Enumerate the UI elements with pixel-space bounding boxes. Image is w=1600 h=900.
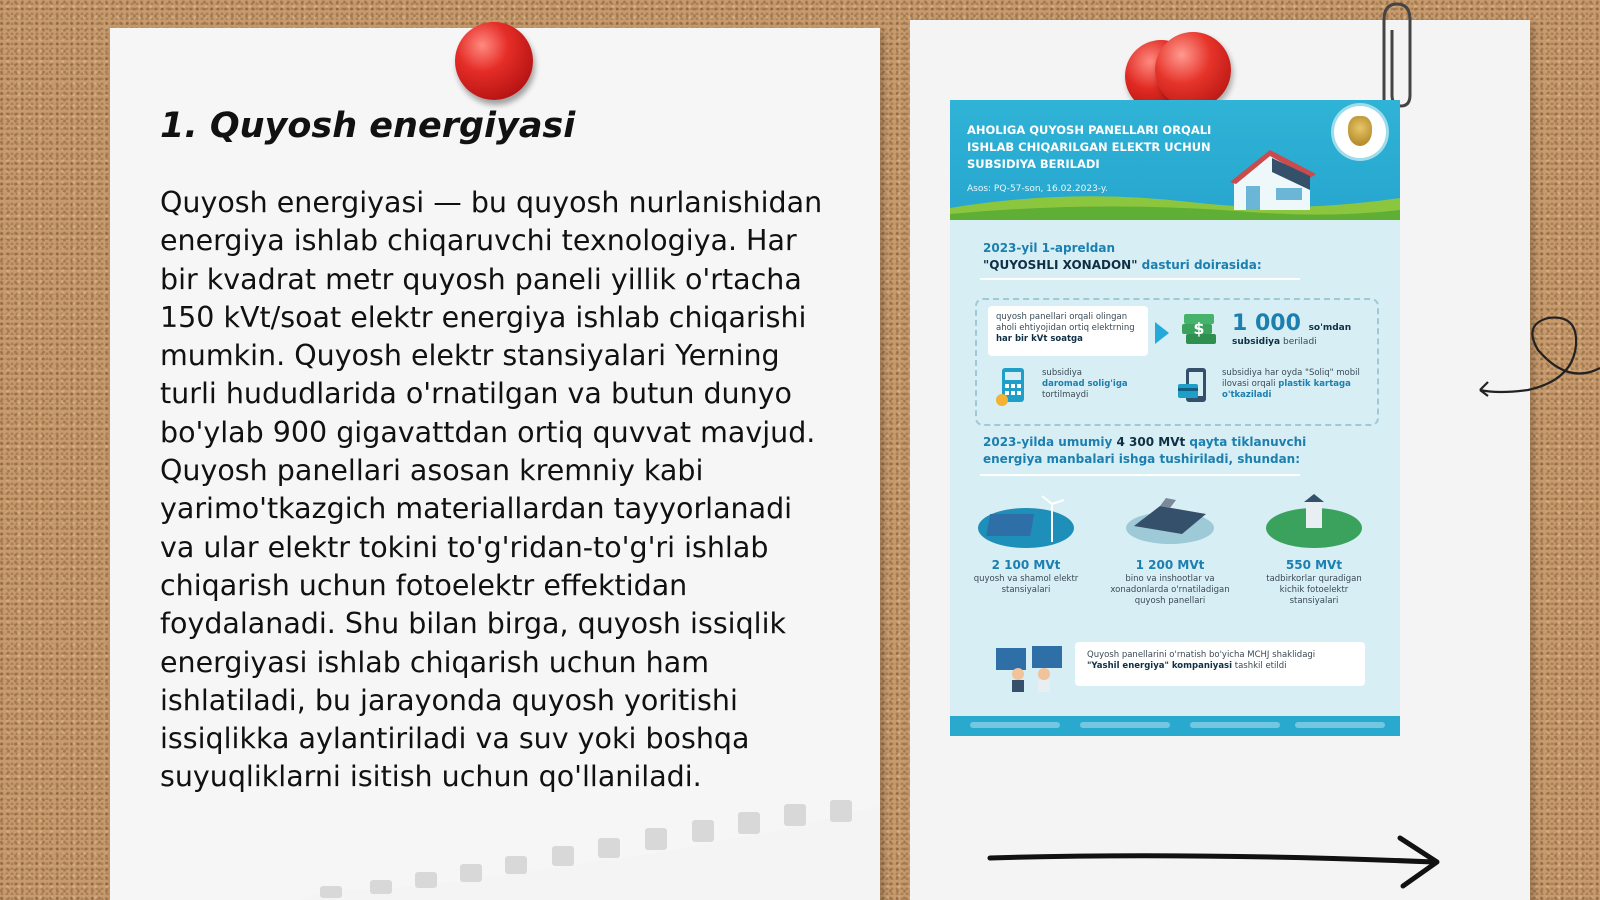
- company-note-card: [1075, 642, 1365, 686]
- subsidy-caption-bold: subsidiya: [1232, 337, 1281, 347]
- program-name: "QUYOSHLI XONADON": [983, 258, 1138, 272]
- tax-line1: subsidiya: [1042, 368, 1082, 378]
- infographic-header-title: AHOLIGA QUYOSH PANELLARI ORQALI ISHLAB CHIQARILGAN ELEKTR UCHUN SUBSIDIYA BERILADI: [967, 123, 1212, 171]
- section-title-capacity: [983, 434, 1306, 468]
- tax-bold: daromad solig'iga: [1042, 379, 1128, 389]
- doodle-loop-arrow-icon: [1478, 310, 1600, 410]
- monthly-transfer-note: [1222, 368, 1362, 401]
- small-solar-station-icon: [1264, 492, 1364, 552]
- stat-description: tadbirkorlar quradigan kichik fotoelektr stansiyalari: [1266, 574, 1362, 606]
- capacity-line2: energiya manbalari ishga tushiriladi, shundan:: [983, 452, 1301, 466]
- red-pushpin: [455, 22, 533, 100]
- subsidy-unit: so'mdan: [1308, 323, 1352, 333]
- svg-text:$: $: [1193, 319, 1205, 338]
- stat-description: bino va inshootlar va xonadonlarda o'rnatiladigan quyosh panellari: [1110, 574, 1230, 606]
- subsidy-caption-rest: beriladi: [1280, 337, 1317, 347]
- monthly-text: subsidiya har oyda "Soliq" mobil ilovasi orqali: [1222, 368, 1360, 389]
- tax-line3: tortilmaydi: [1042, 390, 1089, 400]
- footer-text: Quyosh panellarini o'rnatish bo'yicha MCHJ shaklidagi: [1087, 650, 1316, 660]
- body-text: Quyosh energiyasi — bu quyosh nurlanishidan energiya ishlab chiqaruvchi texnologiya. Har bir kvadrat metr quyosh paneli yillik o'rtacha 150 kVt/soat elektr energiya ishlab chiqarishi mumkin. Quyosh elektr stansiyalari Yerning turli hududlarida o'rnatilgan va butun dunyo bo'ylab 900 gigavattdan ortiq quvvat mavjud. Quyosh panellari asosan kremniy kabi yarimo'tkazgich materiallardan tayyorlanadi va ular elektr tokini to'g'ridan-to'g'ri ishlab chiqarish uchun fotoelektr effektidan foydalanadi. Shu bilan birga, quyosh issiqlik energiyasi ishlab chiqarish uchun ham ishlatiladi, bu jarayonda quyosh yoritishi issiqlikka aylantiriladi va suv yoki boshqa suyuqliklarni isitish uchun qo'llaniladi.: [160, 186, 823, 794]
- stat-value: 550 MVt: [1285, 558, 1343, 572]
- divider: [980, 278, 1300, 280]
- subsidy-value: 1 000: [1232, 311, 1301, 336]
- workers-installing-panels-icon: [988, 638, 1072, 694]
- infographic-image: [950, 100, 1400, 736]
- card-bold: har bir kVt soatga: [996, 334, 1083, 344]
- footer-rest: tashkil etildi: [1232, 661, 1287, 671]
- stat-value: 1 200 MVt: [1135, 558, 1205, 572]
- page-title: 1. Quyosh energiyasi: [160, 106, 576, 146]
- state-emblem-icon: [1334, 106, 1386, 158]
- mobile-card-icon: [1176, 366, 1212, 406]
- capacity-line1b: qayta tiklanuvchi: [1185, 435, 1307, 449]
- footer-bold: "Yashil energiya" kompaniyasi: [1087, 661, 1233, 671]
- monthly-bold: plastik kartaga o'tkaziladi: [1222, 379, 1351, 400]
- house-with-solar-panels-icon: [1220, 140, 1340, 220]
- subsidy-caption: [1232, 337, 1317, 347]
- solar-wind-station-icon: [976, 492, 1076, 552]
- program-rest: dasturi doirasida:: [1137, 258, 1262, 272]
- red-pushpin: [1155, 32, 1231, 108]
- card-text: quyosh panellari orqali olingan aholi ehtiyojidan ortiq elektrning: [996, 312, 1135, 333]
- capacity-line1a: 2023-yilda umumiy: [983, 435, 1117, 449]
- surplus-electricity-card: [988, 306, 1148, 356]
- divider: [980, 474, 1300, 476]
- left-note-paper: [110, 28, 880, 900]
- tax-free-note: [1042, 368, 1152, 401]
- next-arrow-icon: [985, 830, 1445, 890]
- stat-description: quyosh va shamol elektr stansiyalari: [973, 574, 1079, 595]
- infographic-footer-bar: [950, 716, 1400, 736]
- rooftop-solar-icon: [1120, 492, 1220, 552]
- infographic-header: [950, 100, 1400, 220]
- section-title-program: [983, 240, 1262, 274]
- calculator-icon: [994, 366, 1030, 406]
- torn-paper-edge: [300, 800, 880, 900]
- stat-value: 2 100 MVt: [991, 558, 1061, 572]
- triangle-pointer-icon: [1155, 322, 1169, 344]
- program-date: 2023-yil 1-apreldan: [983, 241, 1116, 255]
- infographic-source: Asos: PQ-57-son, 16.02.2023-y.: [967, 184, 1108, 194]
- subsidy-amount: [1232, 311, 1351, 336]
- money-stack-icon: [1178, 308, 1220, 350]
- capacity-total: 4 300 MVt: [1116, 435, 1186, 449]
